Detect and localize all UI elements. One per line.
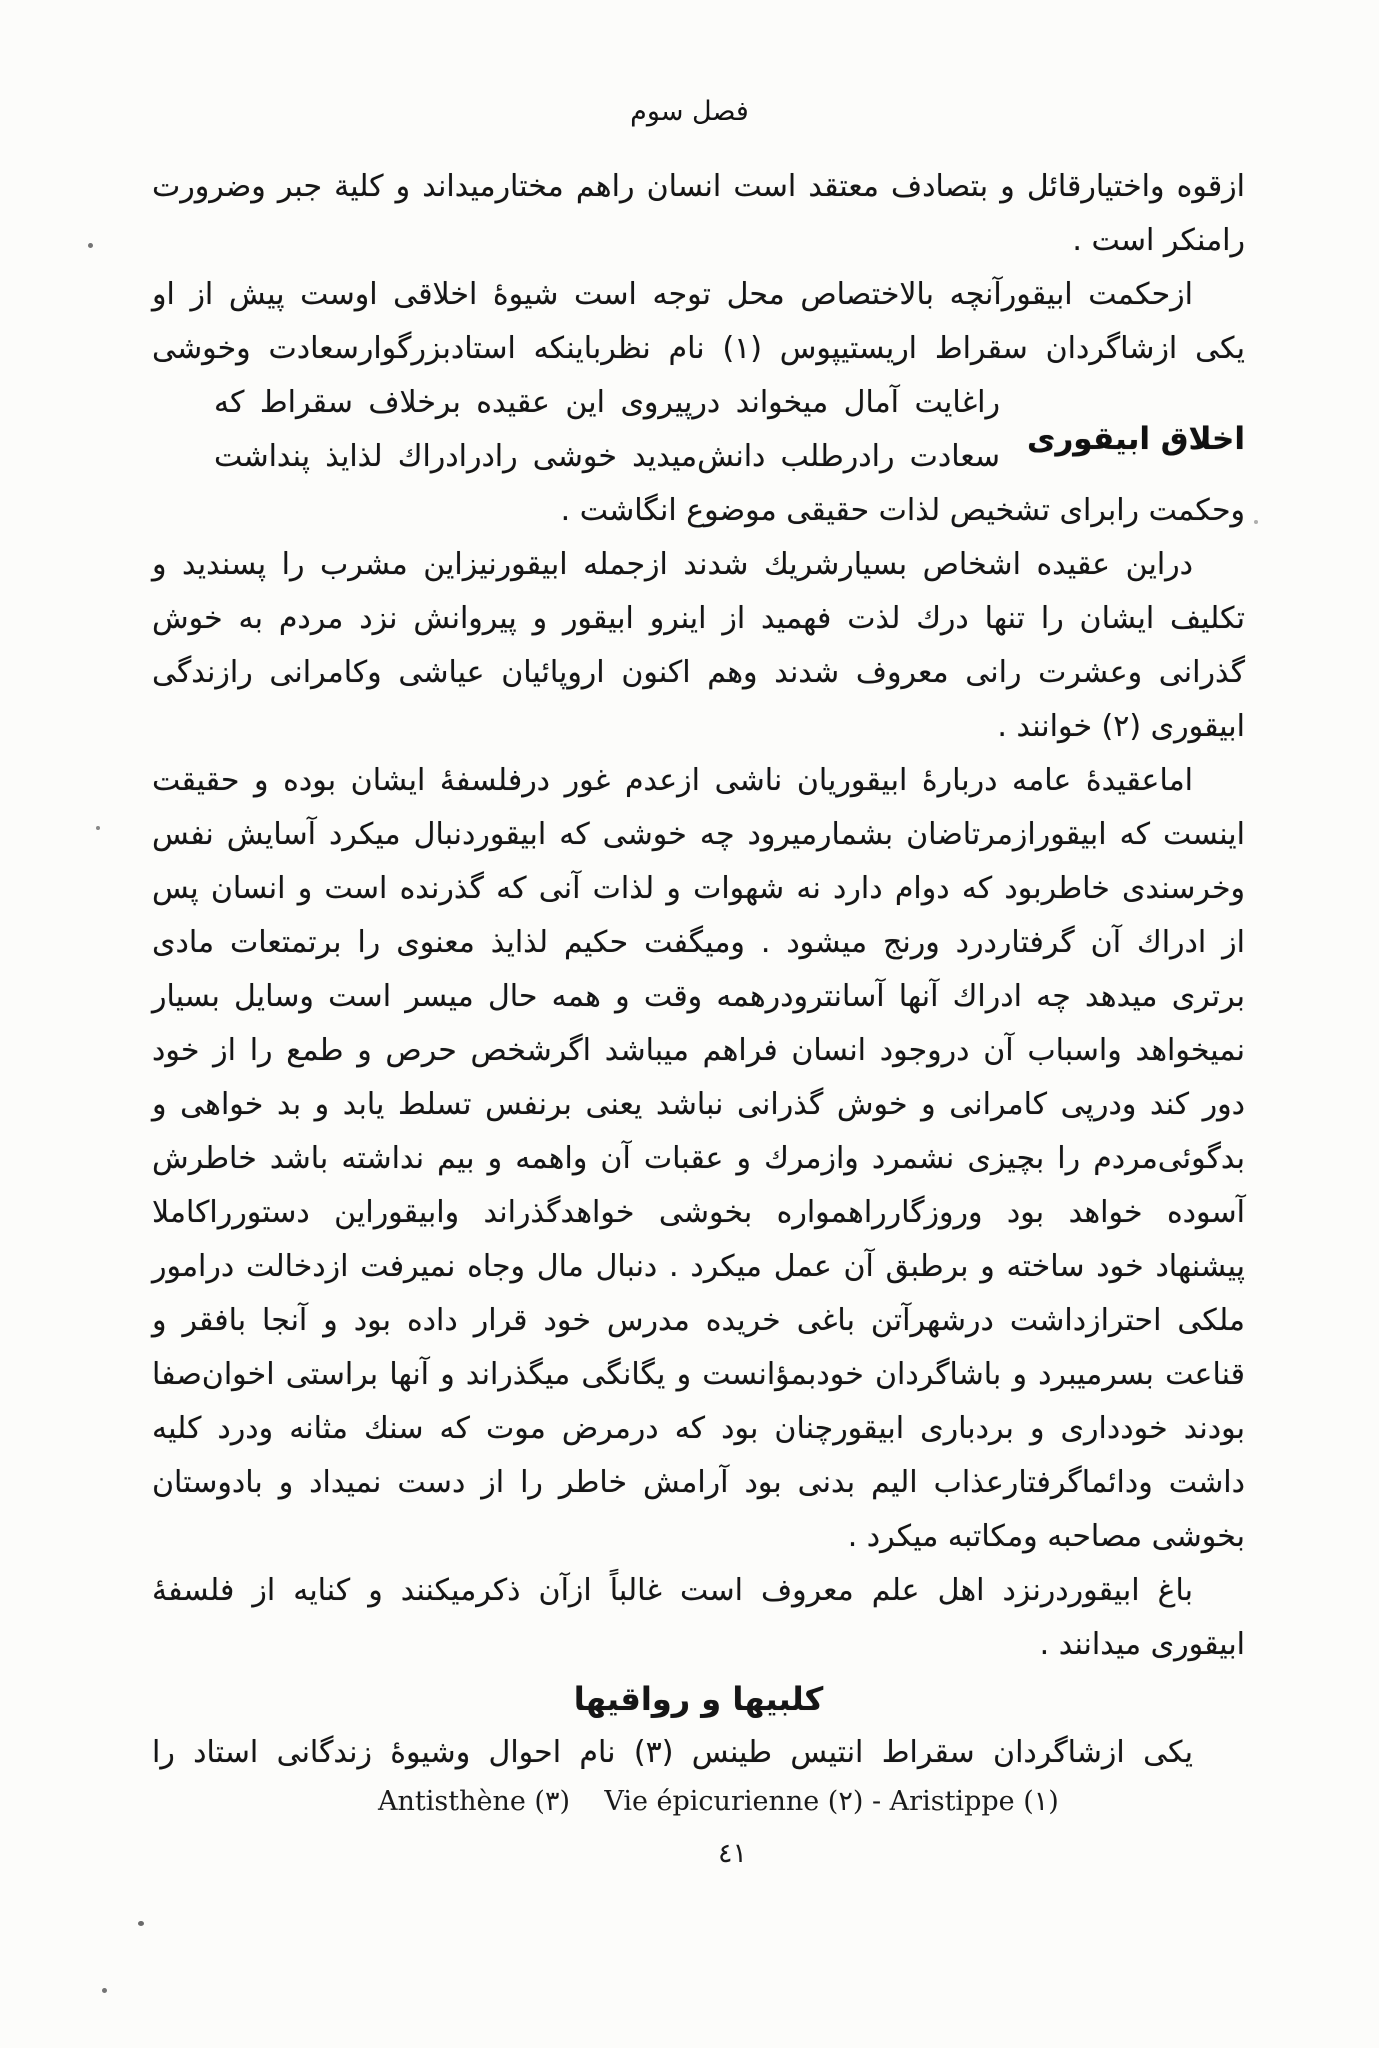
text-line: ملکی احترازداشت درشهرآتن باغی خریده مدرس خود قرار داده بود و آنجا بافقر و: [152, 1303, 1245, 1338]
text-line: ابیقوری (۲) خوانند .: [997, 709, 1245, 744]
text-line: ازقوه واختیارقائل و بتصادف معتقد است انسان راهم مختارمیداند و کلیة جبر وضرورت: [152, 169, 1245, 204]
text-line: اینست که ابیقورازمرتاضان بشمارمیرود چه خوشی که ابیقوردنبال میکرد آسایش نفس: [152, 817, 1245, 852]
scan-speck: [102, 1988, 107, 1993]
text-line: تکلیف ایشان را تنها درك لذت فهمید از اینرو ابیقور و پیروانش نزد مردم به خوش: [152, 601, 1245, 636]
text-line: یکی ازشاگردان سقراط اریستیپوس (۱) نام نظرباینکه استادبزرگوارسعادت وخوشی: [152, 331, 1246, 366]
text-line: رامنکر است .: [1072, 223, 1245, 258]
scan-speck: [96, 826, 100, 830]
margin-note-epicurean-ethics: اخلاق ابیقوری: [1027, 421, 1245, 457]
text-line: بدگوئی‌مردم را بچیزی نشمرد وازمرك و عقبات آن واهمه و بیم نداشته باشد خاطرش: [152, 1141, 1245, 1176]
text-line: باغ ابیقوردرنزد اهل علم معروف است غالباً ازآن ذکرمیکنند و کنایه از فلسفهٔ: [152, 1573, 1193, 1608]
text-line: ازحکمت ابیقورآنچه بالاختصاص محل توجه است شیوهٔ اخلاقی اوست پیش از او: [152, 277, 1193, 312]
text-line: یکی ازشاگردان سقراط انتیس طینس (۳) نام احوال وشیوهٔ زندگانی استاد را: [152, 1735, 1193, 1770]
text-line: دراین عقیده اشخاص بسیارشریك شدند ازجمله ابیقورنیزاین مشرب را پسندید و: [152, 547, 1193, 582]
body-text-block: [152, 160, 1245, 1780]
page-number: ٤١: [718, 1838, 748, 1869]
text-line: سعادت رادرطلب دانش‌میدید خوشی رادرادراك لذایذ پنداشت: [214, 439, 1000, 474]
text-line: راغایت آمال میخواند درپیروی این عقیده برخلاف سقراط که: [214, 385, 1000, 420]
text-line: بخوشی مصاحبه ومکاتبه میکرد .: [847, 1519, 1245, 1554]
scan-speck: [88, 243, 93, 248]
text-line: از ادراك آن گرفتاردرد ورنج میشود . ومیگفت حکیم لذایذ معنوی را برتمتعات مادی: [152, 925, 1245, 960]
scan-speck: [1254, 520, 1258, 524]
text-line: ابیقوری میدانند .: [1039, 1627, 1245, 1662]
text-line: وخرسندی خاطربود که دوام دارد نه شهوات و لذات آنی که گذرنده است و انسان پس: [152, 871, 1245, 906]
text-line: پیشنهاد خود ساخته و برطبق آن عمل میکرد . دنبال مال وجاه نمیرفت ازدخالت درامور: [152, 1249, 1245, 1284]
scan-speck: [138, 1921, 144, 1926]
text-line: داشت ودائماگرفتارعذاب الیم بدنی بود آرامش خاطر را از دست نمیداد و بادوستان: [152, 1465, 1245, 1500]
footnote-references: Antisthène (٣) Vie épicurienne (٢) - Aristippe (١): [378, 1786, 1059, 1817]
text-line: قناعت بسرمیبرد و باشاگردان خودبمؤانست و یگانگی میگذراند و آنها براستی اخوان‌صفا: [152, 1357, 1245, 1392]
text-line: برتری میدهد چه ادراك آنها آسانترودرهمه وقت و همه حال میسر است وسایل بسیار: [152, 979, 1245, 1014]
text-line: بودند خودداری و بردباری ابیقورچنان بود که درمرض موت که سنك مثانه ودرد کلیه: [152, 1411, 1245, 1446]
text-line: دور کند ودرپی کامرانی و خوش گذرانی نباشد یعنی برنفس تسلط یابد و بد خواهی و: [152, 1087, 1245, 1122]
text-line: نمیخواهد واسباب آن دروجود انسان فراهم میباشد اگرشخص حرص و طمع را از خود: [152, 1033, 1245, 1068]
text-line: اماعقیدهٔ عامه دربارهٔ ابیقوریان ناشی ازعدم غور درفلسفهٔ ایشان بوده و حقیقت: [152, 763, 1193, 798]
chapter-heading: فصل سوم: [630, 96, 749, 127]
text-line: گذرانی وعشرت رانی معروف شدند وهم اکنون اروپائیان عیاشی وکامرانی رازندگی: [152, 655, 1245, 690]
text-line: وحکمت رابرای تشخیص لذات حقیقی موضوع انگاشت .: [560, 493, 1245, 528]
text-line: آسوده خواهد بود وروزگارراهمواره بخوشی خواهدگذراند وابیقوراین دستورراکاملا: [152, 1195, 1245, 1230]
section-heading: کلبیها و رواقیها: [573, 1680, 824, 1718]
